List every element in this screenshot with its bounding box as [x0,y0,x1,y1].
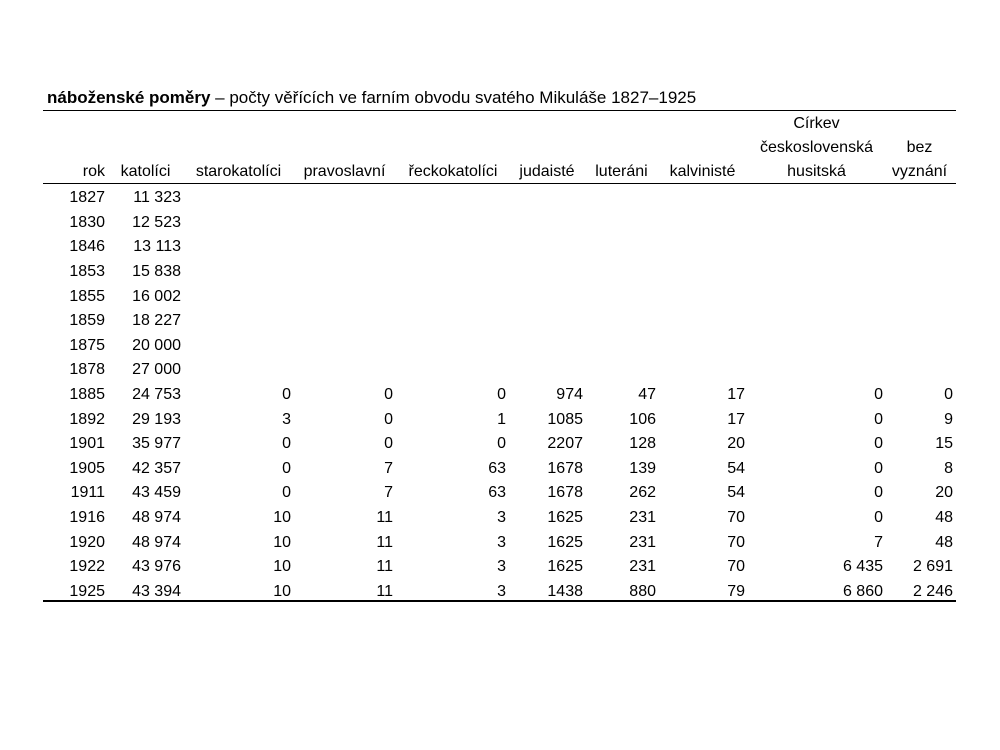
table-cell [745,334,883,359]
table-cell: 1678 [547,484,583,502]
table-row [43,555,956,580]
table-cell: 0 [874,410,883,428]
table-row [43,309,956,334]
table-cell: 43 976 [132,558,181,576]
column-header-line: starokatolíci [195,163,282,180]
table-cell: 1905 [69,459,105,477]
table-cell [393,235,506,260]
table-cell: 1901 [69,435,105,453]
table-row [43,432,956,457]
table-cell: 0 [874,484,883,502]
column-header-line: vyznání [891,163,948,180]
table-cell [181,235,291,260]
table-cell: 8 [944,459,953,477]
table-cell [656,186,745,211]
table-cell: 63 [488,459,506,477]
table-row [43,211,956,236]
table-cell: 1 [497,410,506,428]
table-cell [181,358,291,383]
table-cell [583,358,656,383]
table-cell: 63 [488,484,506,502]
table-cell: 54 [727,459,745,477]
table-cell [393,284,506,309]
table-cell [656,309,745,334]
table-cell: 1625 [547,558,583,576]
table-cell: 2 691 [912,558,953,576]
table-row [43,457,956,482]
table-cell: 1678 [547,459,583,477]
table-cell [393,211,506,236]
table-cell: 20 [727,435,745,453]
table-cell: 11 323 [133,189,181,207]
table-cell [656,358,745,383]
table-cell: 48 974 [132,509,181,527]
table-cell: 27 000 [132,361,181,379]
top-rule [43,110,956,111]
table-cell: 17 [727,386,745,404]
table-cell [883,211,956,236]
table-title [47,88,696,108]
table-cell [181,334,291,359]
column-header-line: československá [760,139,873,156]
table-row [43,383,956,408]
table-cell: 0 [384,386,393,404]
table-cell [181,309,291,334]
table-cell: 10 [273,533,291,551]
table-cell [506,186,583,211]
table-cell: 42 357 [132,459,181,477]
table-cell: 1438 [547,582,583,600]
table-cell: 79 [727,582,745,600]
table-cell: 1916 [69,509,105,527]
table-cell: 20 [935,484,953,502]
table-cell: 7 [384,459,393,477]
table-cell: 231 [629,509,656,527]
table-cell: 16 002 [132,287,181,305]
table-cell: 18 227 [132,312,181,330]
table-cell: 54 [727,484,745,502]
table-cell: 15 [935,435,953,453]
table-cell: 70 [727,533,745,551]
table-cell: 48 [935,533,953,551]
table-cell [506,211,583,236]
table-cell [393,358,506,383]
bottom-rule [43,600,956,602]
table-cell: 1827 [69,189,105,207]
table-row [43,284,956,309]
table-cell: 48 974 [132,533,181,551]
table-cell: 0 [384,435,393,453]
column-header-line: judaisté [519,163,575,180]
table-row [43,407,956,432]
table-cell [745,235,883,260]
table-cell [745,186,883,211]
column-header-line: řeckokatolíci [408,163,498,180]
table-cell: 880 [629,582,656,600]
table-cell [291,211,393,236]
table-row [43,260,956,285]
column-header [186,112,291,184]
table-cell: 6 435 [842,558,883,576]
table-cell [291,309,393,334]
table-cell: 70 [727,558,745,576]
table-cell: 0 [384,410,393,428]
column-header-line: pravoslavní [303,163,386,180]
table-cell: 11 [376,509,393,527]
table-cell [883,186,956,211]
table-cell: 139 [629,459,656,477]
table-row [43,481,956,506]
table-cell [291,334,393,359]
table-cell [656,334,745,359]
table-cell [583,284,656,309]
table-cell: 0 [874,435,883,453]
table-cell: 0 [282,459,291,477]
table-cell [883,284,956,309]
table-cell: 1830 [69,213,105,231]
column-header-line: katolíci [120,163,171,180]
table-cell: 3 [497,558,506,576]
table-cell [745,309,883,334]
table-cell: 35 977 [132,435,181,453]
table-cell: 0 [874,386,883,404]
table-cell: 10 [273,509,291,527]
table-cell [506,334,583,359]
table-cell: 0 [282,484,291,502]
table-cell: 1878 [69,361,105,379]
column-header [511,112,583,184]
column-header [43,112,105,184]
table-cell [883,260,956,285]
table-cell [393,186,506,211]
table-cell: 0 [874,509,883,527]
table-cell: 231 [629,558,656,576]
table-cell: 0 [497,386,506,404]
table-cell: 2207 [547,435,583,453]
table-cell: 13 113 [133,238,181,256]
table-cell: 1892 [69,410,105,428]
table-cell: 43 459 [132,484,181,502]
table-cell [181,211,291,236]
column-header-line: kalvinisté [669,163,736,180]
table-cell: 0 [944,386,953,404]
table-cell: 3 [497,509,506,527]
table-cell: 0 [874,459,883,477]
table-cell: 6 860 [842,582,883,600]
table-cell [583,235,656,260]
table-cell: 3 [497,582,506,600]
column-header-line: Církev [793,115,840,132]
table-cell: 1925 [69,582,105,600]
table-cell: 48 [935,509,953,527]
column-header [400,112,506,184]
table-cell [583,260,656,285]
table-cell [181,284,291,309]
table-cell: 15 838 [132,263,181,281]
table-cell: 1920 [69,533,105,551]
column-header [660,112,745,184]
table-cell: 1859 [69,312,105,330]
table-cell [506,260,583,285]
table-row [43,530,956,555]
table-cell [656,211,745,236]
column-header [750,112,883,184]
table-cell [583,309,656,334]
table-cell [583,334,656,359]
table-cell [181,260,291,285]
table-cell [506,309,583,334]
column-header [110,112,181,184]
table-cell: 1625 [547,509,583,527]
table-cell: 12 523 [132,213,181,231]
table-cell: 1625 [547,533,583,551]
column-header [296,112,393,184]
table-cell [291,358,393,383]
table-cell [291,235,393,260]
table-cell [393,309,506,334]
table-cell [291,284,393,309]
table-cell [656,235,745,260]
table-cell: 106 [629,410,656,428]
table-cell: 1911 [70,484,105,502]
table-cell: 0 [282,435,291,453]
table-cell: 11 [376,558,393,576]
table-cell [883,334,956,359]
column-header-line: bez [906,139,933,156]
table-row [43,186,956,211]
table-cell [291,186,393,211]
table-cell: 7 [874,533,883,551]
table-cell: 1875 [69,336,105,354]
table-cell: 3 [497,533,506,551]
table-cell: 1853 [69,263,105,281]
table-cell: 10 [273,558,291,576]
table-cell: 47 [638,386,656,404]
table-row [43,334,956,359]
table-cell [656,284,745,309]
table-cell: 974 [556,386,583,404]
header-rule [43,183,956,184]
table-row [43,358,956,383]
table-cell: 0 [497,435,506,453]
table-cell [745,358,883,383]
table-cell: 43 394 [132,582,181,600]
table-cell [883,235,956,260]
table-cell: 3 [282,410,291,428]
table-cell [745,284,883,309]
data-table [43,186,956,604]
column-header [587,112,656,184]
table-cell: 11 [376,533,393,551]
table-cell: 1885 [69,386,105,404]
table-cell [506,235,583,260]
table-cell: 1922 [69,558,105,576]
table-cell: 17 [727,410,745,428]
table-cell: 2 246 [912,582,953,600]
table-cell: 11 [376,582,393,600]
table-cell: 20 000 [132,336,181,354]
table-cell [393,334,506,359]
table-cell [656,260,745,285]
table-cell: 1085 [547,410,583,428]
table-title-rest: – počty věřících ve farním obvodu svatého Mikuláše 1827–1925 [210,88,697,107]
table-cell: 70 [727,509,745,527]
column-header-line: luteráni [595,163,648,180]
table-cell: 262 [629,484,656,502]
table-cell: 1855 [69,287,105,305]
table-cell [181,186,291,211]
table-cell: 9 [944,410,953,428]
table-cell [583,211,656,236]
table-cell [291,260,393,285]
table-cell: 24 753 [132,386,181,404]
table-row [43,235,956,260]
table-cell [883,309,956,334]
table-title-bold: náboženské poměry [47,88,211,107]
table-cell [883,358,956,383]
table-cell [583,186,656,211]
table-cell [393,260,506,285]
table-cell: 128 [629,435,656,453]
table-cell: 231 [629,533,656,551]
table-row [43,506,956,531]
column-header [886,112,953,184]
table-cell: 10 [273,582,291,600]
table-cell [745,211,883,236]
table-cell [745,260,883,285]
table-cell: 1846 [69,238,105,256]
column-header-line: rok [82,163,105,180]
table-cell [506,358,583,383]
column-header-line: husitská [787,163,846,180]
table-cell: 7 [384,484,393,502]
table-cell [506,284,583,309]
table-cell: 29 193 [132,410,181,428]
table-cell: 0 [282,386,291,404]
